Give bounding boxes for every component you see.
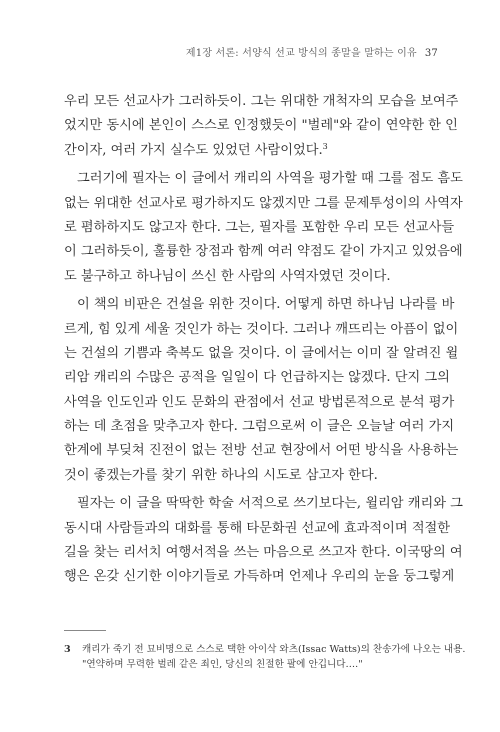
paragraph-3 bbox=[64, 293, 459, 488]
text-line: 도 불구하고 하나님이 쓰신 한 사람의 사역자였던 것이다. bbox=[64, 268, 391, 284]
text-line: 하는 데 초점을 맞추고자 한다. 그럼으로써 이 글은 오늘날 여러 가지 bbox=[64, 419, 455, 435]
text-line: 동시대 사람들과의 대화를 통해 타문화권 선교에 효과적이며 적절한 bbox=[64, 520, 451, 536]
text-line: 필자는 이 글을 딱딱한 학술 서적으로 쓰기보다는, 윌리암 캐리와 그 bbox=[77, 496, 463, 512]
footnote-divider bbox=[64, 630, 106, 631]
text-line: 한계에 부딪쳐 진전이 없는 전방 선교 현장에서 어떤 방식을 사용하는 bbox=[64, 443, 459, 459]
text-line: 이 책의 비판은 건설을 위한 것이다. 어떻게 하면 하나님 나라를 바 bbox=[77, 297, 455, 313]
text-line: 길을 찾는 리서치 여행서적을 쓰는 마음으로 쓰고자 한다. 이국땅의 여 bbox=[64, 545, 463, 561]
text-line: 것이 좋겠는가를 찾기 위한 하나의 시도로 삼고자 한다. bbox=[64, 467, 378, 483]
text-line: 사역을 인도인과 인도 문화의 관점에서 선교 방법론적으로 분석 평가 bbox=[64, 394, 455, 410]
running-head bbox=[186, 44, 438, 59]
body-text bbox=[64, 90, 463, 590]
text-line: 리암 캐리의 수많은 공적을 일일이 다 언급하지는 않겠다. 단지 그의 bbox=[64, 370, 450, 386]
text-line: 없는 위대한 선교사로 평가하지도 않겠지만 그를 문제투성이의 사역자 bbox=[64, 195, 463, 211]
footnote-ref[interactable]: 3 bbox=[322, 141, 328, 151]
paragraph-2 bbox=[64, 167, 463, 289]
footnote-line: "연약하며 무력한 벌레 같은 죄인, 당신의 친절한 팔에 안깁니다…." bbox=[82, 659, 363, 670]
text-line: 그러기에 필자는 이 글에서 캐리의 사역을 평가할 때 그를 점도 흠도 bbox=[77, 171, 463, 187]
footnote-text: 캐리가 죽기 전 묘비명으로 스스로 택한 아이삭 와츠(Issac Watts)의 찬송가에 나오는 내용. bbox=[82, 644, 466, 655]
text-line: 이 그러하듯이, 훌륭한 장점과 함께 여러 약점도 같이 가지고 있었음에 bbox=[64, 244, 463, 260]
text-line bbox=[64, 139, 436, 163]
text-line: 는 건설의 기쁨과 축복도 없을 것이다. 이 글에서는 이미 잘 알려진 윌 bbox=[64, 345, 459, 361]
text-line: 행은 온갖 신기한 이야기들로 가득하며 언제나 우리의 눈을 둥그렇게 bbox=[64, 569, 455, 585]
footnote bbox=[64, 642, 466, 672]
text-line: 우리 모든 선교사가 그러하듯이. 그는 위대한 개척자의 모습을 보여주 bbox=[64, 94, 459, 109]
footnote-line bbox=[64, 642, 466, 657]
running-title: 제1장 서론: 서양식 선교 방식의 종말을 말하는 이유 bbox=[185, 48, 417, 59]
paragraph-4 bbox=[64, 492, 463, 590]
text-line: 었지만 동시에 본인이 스스로 인정했듯이 "벌레"와 같이 연약한 한 인 bbox=[64, 118, 458, 134]
text-line: 로 폄하하지도 않고자 한다. 그는, 필자를 포함한 우리 모든 선교사들 bbox=[64, 219, 455, 235]
text-line: 르게, 힘 있게 세울 것인가 하는 것이다. 그러나 깨뜨리는 아픔이 없이 bbox=[64, 321, 459, 337]
paragraph-1 bbox=[64, 90, 459, 163]
page-number: 37 bbox=[424, 48, 438, 59]
text-line-content: 간이자, 여러 가지 실수도 있었던 사람이었다. bbox=[64, 142, 323, 158]
footnote-number: 3 bbox=[64, 644, 71, 655]
